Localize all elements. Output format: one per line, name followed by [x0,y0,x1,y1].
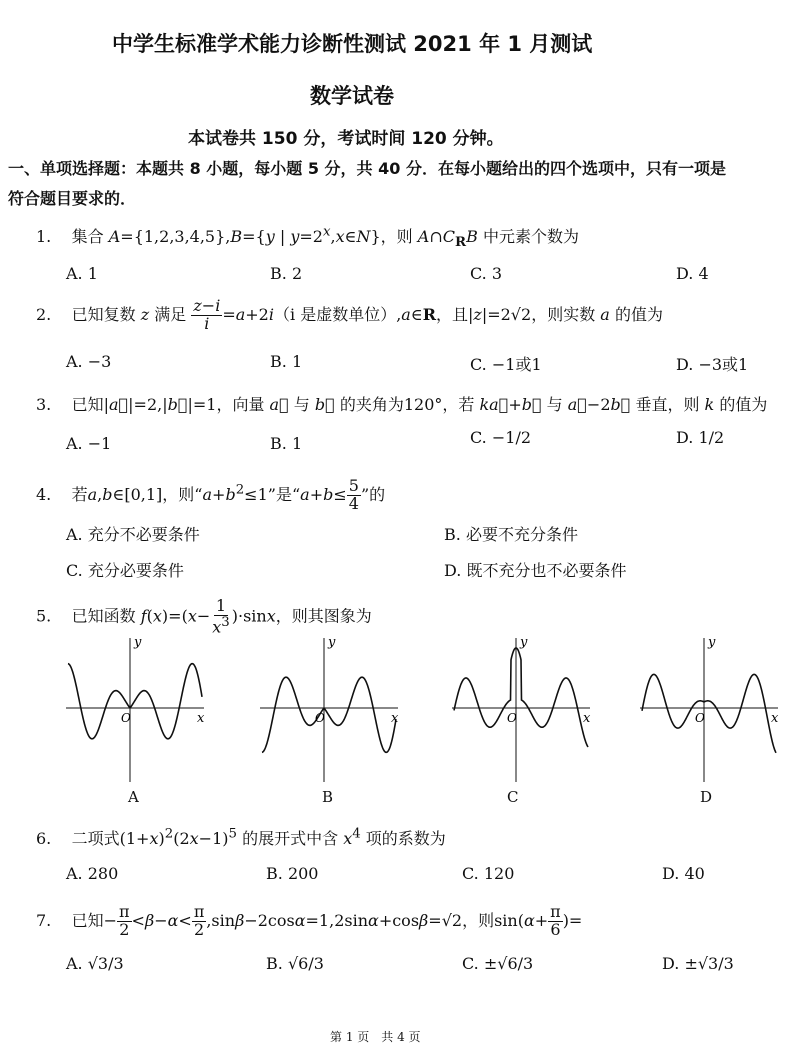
q2-option-b[interactable]: B. 1 [270,352,303,371]
x-axis-label: x [197,711,205,726]
question-7: 7. 已知− $\frac{\pi}{2}$ <β−α< $\frac{\pi}{2}$ ,sinβ−2cosα=1,2sinα+cosβ=√2，则sin(α+ $\frac{\pi}{6}$ )= [36,902,583,939]
y-axis-label: y [708,635,716,650]
curve-a [68,664,202,739]
q7-option-d[interactable]: D. ±√3/3 [662,954,734,973]
q7-option-b[interactable]: B. √6/3 [266,954,324,973]
graph-d-label: D [700,788,713,806]
q1-option-d[interactable]: D. 4 [676,264,709,283]
x-axis-label: x [391,711,399,726]
question-1-lead: 集合 [71,227,104,246]
q2-option-d[interactable]: D. −3或1 [676,355,749,374]
y-axis-label: y [134,635,142,650]
q3-option-a[interactable]: A. −1 [66,434,112,453]
section-heading-cont: 符合题目要求的． [8,189,137,208]
curve-b [262,677,396,752]
graph-a[interactable] [60,634,210,784]
question-4: 4. 若a,b∈[0,1]，则“$a+b^2\le 1$”是“a+b≤ $\frac{5}{4}$ ”的 [36,476,386,513]
origin-label: O [507,711,517,725]
exam-title: 中学生标准学术能力诊断性测试 2021 年 1 月测试 [112,32,593,56]
q3-option-d[interactable]: D. 1/2 [676,428,725,447]
graph-c-label: C [507,788,519,806]
graph-d[interactable] [634,634,784,784]
q6-option-b[interactable]: B. 200 [266,864,319,883]
origin-label: O [695,711,705,725]
subject-title: 数学试卷 [310,84,394,108]
x-axis-label: x [771,711,779,726]
graph-b-label: B [322,788,334,806]
q2-option-c[interactable]: C. −1或1 [470,355,542,374]
question-1-tail: ，则 [380,227,413,246]
question-5: 5. 已知函数 f(x)=(x− $\frac{1}{x^3}$ )·sinx，则其图象为 [36,596,372,637]
q4-option-a[interactable]: A. 充分不必要条件 [66,525,200,544]
origin-label: O [315,711,325,725]
x-axis-label: x [583,711,591,726]
curve-c [454,648,588,747]
q2-option-a[interactable]: A. −3 [66,352,112,371]
question-1: 1. 集合 A={1,2,3,4,5},B={y | $y=2^x,x\in N$}，则 $A\cap C_RB$ 中元素个数为 [36,224,579,251]
graph-a-label: A [128,788,139,806]
exam-info: 本试卷共 150 分，考试时间 120 分钟。 [188,129,504,149]
question-1-tail2: 中元素个数为 [482,227,579,246]
curve-d [642,674,776,752]
q4-option-b[interactable]: B. 必要不充分条件 [444,525,578,544]
q6-option-a[interactable]: A. 280 [66,864,119,883]
y-axis-label: y [520,635,528,650]
q4-option-c[interactable]: C. 充分必要条件 [66,561,184,580]
q3-option-c[interactable]: C. −1/2 [470,428,532,447]
question-6: 6. 二项式$(1+x)^2(2x-1)^5$ 的展开式中含 $x^4$ 项的系数为 [36,826,446,848]
page-footer: 第 1 页 共 4 页 [330,1030,421,1044]
y-axis-label: y [328,635,336,650]
section-heading: 一、单项选择题：本题共 8 小题，每小题 5 分，共 40 分．在每小题给出的四个选项中，只有一项是 [8,159,726,178]
question-number: 1. [36,227,52,246]
q7-option-c[interactable]: C. ±√6/3 [462,954,534,973]
question-3: 3. 已知|a⃗|=2,|b⃗|=1，向量 a⃗ 与 b⃗ 的夹角为120°，若 ka⃗+b⃗ 与 a⃗−2b⃗ 垂直，则 k 的值为 [36,395,768,414]
q3-option-b[interactable]: B. 1 [270,434,303,453]
q1-option-c[interactable]: C. 3 [470,264,503,283]
origin-label: O [121,711,131,725]
q1-option-a[interactable]: A. 1 [66,264,98,283]
q4-option-d[interactable]: D. 既不充分也不必要条件 [444,561,627,580]
graph-b[interactable] [254,634,404,784]
q1-option-b[interactable]: B. 2 [270,264,303,283]
question-2: 2. 已知复数 z 满足 $\frac{z-i}{i}$ =a+2i（i 是虚数单位）,a∈R，且|z|=2√2，则实数 a 的值为 [36,296,663,333]
graph-c[interactable] [446,634,596,784]
q6-option-d[interactable]: D. 40 [662,864,705,883]
q6-option-c[interactable]: C. 120 [462,864,515,883]
q7-option-a[interactable]: A. √3/3 [66,954,124,973]
